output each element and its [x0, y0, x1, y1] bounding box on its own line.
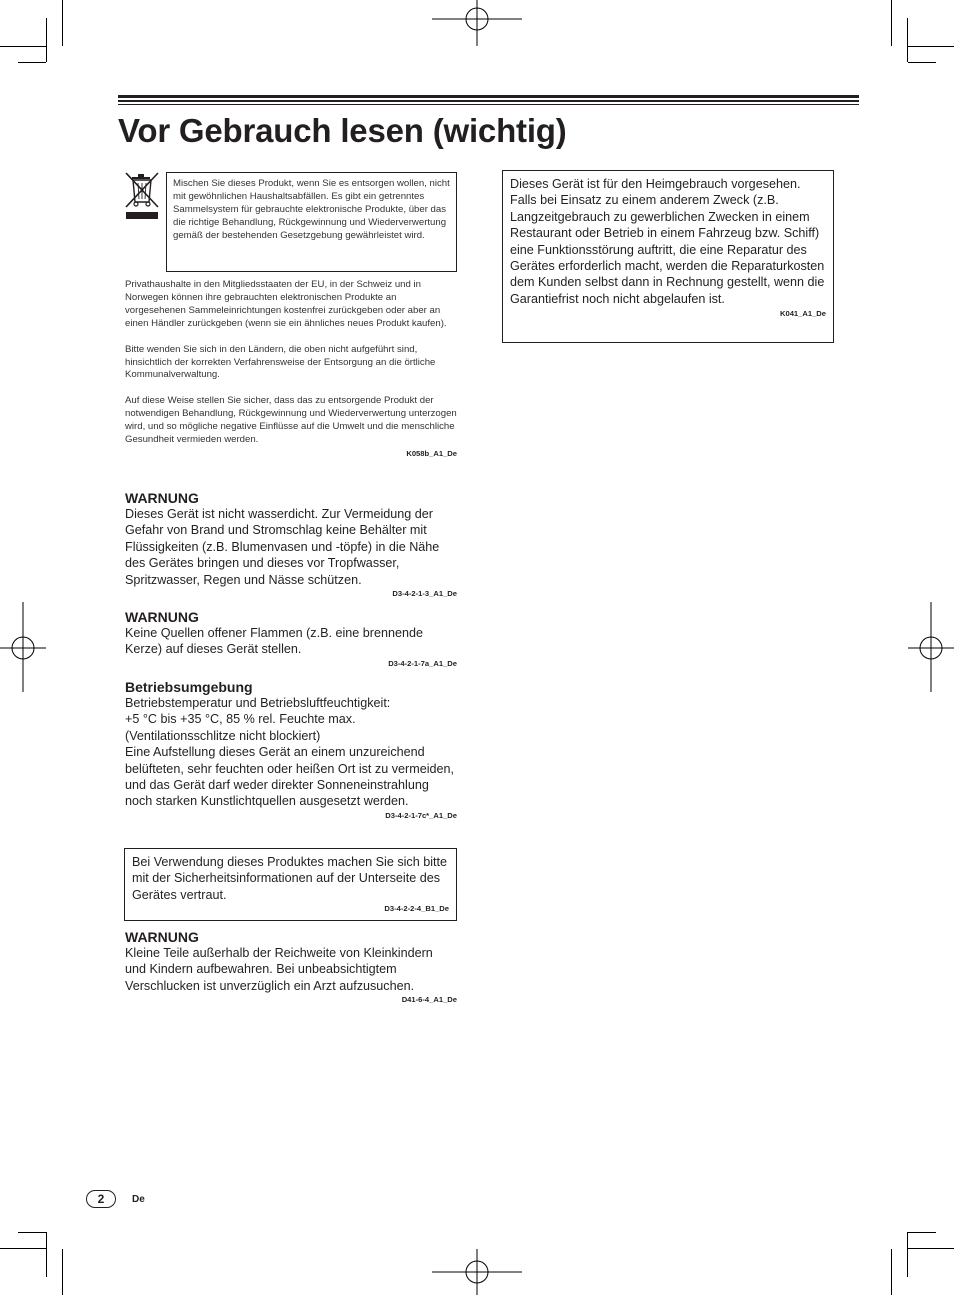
crop-mark-icon	[891, 1249, 892, 1295]
section-text: Dieses Gerät ist nicht wasserdicht. Zur Vermeidung der Gefahr von Brand und Stromschlag keine Behälter mit Flüssigkeiten (z.B. Blumenvasen und -töpfe) in die Nähe des Gerätes bringen und dieses vor Tropfwasser, Spritzwasser, Regen und Nässe schützen.	[125, 507, 440, 587]
registration-mark-icon	[0, 602, 46, 692]
weee-notice-box	[166, 172, 457, 272]
section-heading: Betriebsumgebung	[125, 679, 253, 695]
crop-mark-icon	[18, 1232, 46, 1233]
warning-section	[125, 490, 457, 598]
page-number: 2	[86, 1190, 116, 1208]
weee-paragraph: Bitte wenden Sie sich in den Ländern, die oben nicht aufgeführt sind, hinsichtlich der korrekten Verfahrensweise der Entsorgung an die örtliche Kommunalverwaltung.	[125, 343, 436, 381]
reference-code: D3-4-2-2-4_B1_De	[384, 904, 449, 914]
crossed-out-wheelie-bin-icon	[124, 171, 160, 221]
crop-mark-icon	[907, 18, 908, 62]
registration-mark-icon	[432, 1249, 522, 1295]
section-text: Kleine Teile außerhalb der Reichweite von Kleinkindern und Kindern aufbewahren. Bei unbeabsichtigtem Verschlucken ist unverzüglich ein Arzt aufzusuchen.	[125, 946, 433, 993]
reference-code: D3-4-2-1-7c*_A1_De	[385, 810, 457, 820]
section-heading: WARNUNG	[125, 929, 199, 945]
weee-notice-text: Mischen Sie dieses Produkt, wenn Sie es entsorgen wollen, nicht mit gewöhnlichen Haushaltsabfällen. Es gibt ein getrenntes Sammelsystem für gebrauchte elektronische Produkte, über das die richtige Behandlung, Rückgewinnung und Wiederverwertung gemäß der bestehenden Gesetzgebung gewährleistet wird.	[173, 178, 450, 241]
warning-section	[125, 609, 457, 668]
crop-mark-icon	[62, 1249, 63, 1295]
crop-mark-icon	[908, 62, 936, 63]
title-rule	[118, 95, 859, 98]
section-text: Betriebstemperatur und Betriebsluftfeuchtigkeit:	[125, 696, 391, 710]
operating-environment-section	[125, 679, 457, 820]
crop-mark-icon	[0, 46, 46, 47]
crop-mark-icon	[908, 46, 954, 47]
crop-mark-icon	[907, 1232, 908, 1277]
crop-mark-icon	[18, 62, 46, 63]
reference-code: K058b_A1_De	[406, 448, 457, 458]
weee-paragraph: Auf diese Weise stellen Sie sicher, dass das zu entsorgende Produkt der notwendigen Behandlung, Rückgewinnung und Wiederverwertung unterzogen wird, und so mögliche negative Einflüsse auf die Umwelt und die menschliche Gesundheit vermieden werden.	[125, 395, 457, 446]
section-text: Eine Aufstellung dieses Gerät an einem unzureichend belüfteten, sehr feuchten oder heißen Ort ist zu vermeiden, und das Gerät darf weder direkter Sonneneinstrahlung noch starken Kunstlichtquellen ausgesetzt werden.	[125, 745, 455, 809]
reference-code: D3-4-2-1-7a_A1_De	[388, 658, 457, 668]
home-use-text: Dieses Gerät ist für den Heimgebrauch vorgesehen. Falls bei Einsatz zu einem anderem Zweck (z.B. Langzeitgebrauch zu gewerblichen Zwecken in einem Restaurant oder Betrieb in einem Fahrzeug bzw. Schiff) eine Funktionsstörung auftritt, die eine Reparatur des Gerätes erforderlich macht, werden die Reparaturkosten dem Kunden selbst dann in Rechnung gestellt, wenn die Garantiefrist noch nicht abgelaufen ist.	[510, 177, 825, 306]
warning-section	[125, 929, 457, 1004]
title-rule	[118, 104, 859, 105]
reference-code: D3-4-2-1-3_A1_De	[392, 589, 457, 599]
safety-info-text: Bei Verwendung dieses Produktes machen Sie sich bitte mit der Sicherheitsinformationen auf der Unterseite des Gerätes vertraut.	[132, 855, 448, 902]
safety-info-box	[124, 848, 457, 921]
section-text: Keine Quellen offener Flammen (z.B. eine brennende Kerze) auf dieses Gerät stellen.	[125, 626, 424, 657]
section-heading: WARNUNG	[125, 490, 199, 506]
registration-mark-icon	[432, 0, 522, 46]
weee-paragraph: Privathaushalte in den Mitgliedsstaaten der EU, in der Schweiz und in Norwegen können ihre gebrauchten elektronischen Produkte an vorgesehenen Sammeleinrichtungen kostenfrei zurückgeben oder aber an einen Händler zurückgeben (wenn sie ein ähnliches neues Produkt kaufen).	[125, 279, 447, 329]
home-use-box	[502, 170, 834, 343]
weee-section	[125, 279, 457, 458]
crop-mark-icon	[891, 0, 892, 46]
crop-mark-icon	[62, 0, 63, 46]
section-text: +5 °C bis +35 °C, 85 % rel. Feuchte max.	[125, 712, 356, 727]
crop-mark-icon	[46, 1232, 47, 1277]
page-title: Vor Gebrauch lesen (wichtig)	[118, 112, 567, 149]
crop-mark-icon	[46, 18, 47, 62]
crop-mark-icon	[0, 1248, 46, 1249]
reference-code: D41-6-4_A1_De	[401, 995, 457, 1005]
section-text: (Ventilationsschlitze nicht blockiert)	[125, 728, 321, 743]
title-rule	[118, 100, 859, 102]
reference-code: K041_A1_De	[779, 309, 826, 319]
crop-mark-icon	[908, 1248, 954, 1249]
registration-mark-icon	[908, 602, 954, 692]
crop-mark-icon	[908, 1232, 936, 1233]
language-code: De	[132, 1194, 145, 1205]
section-heading: WARNUNG	[125, 609, 199, 625]
